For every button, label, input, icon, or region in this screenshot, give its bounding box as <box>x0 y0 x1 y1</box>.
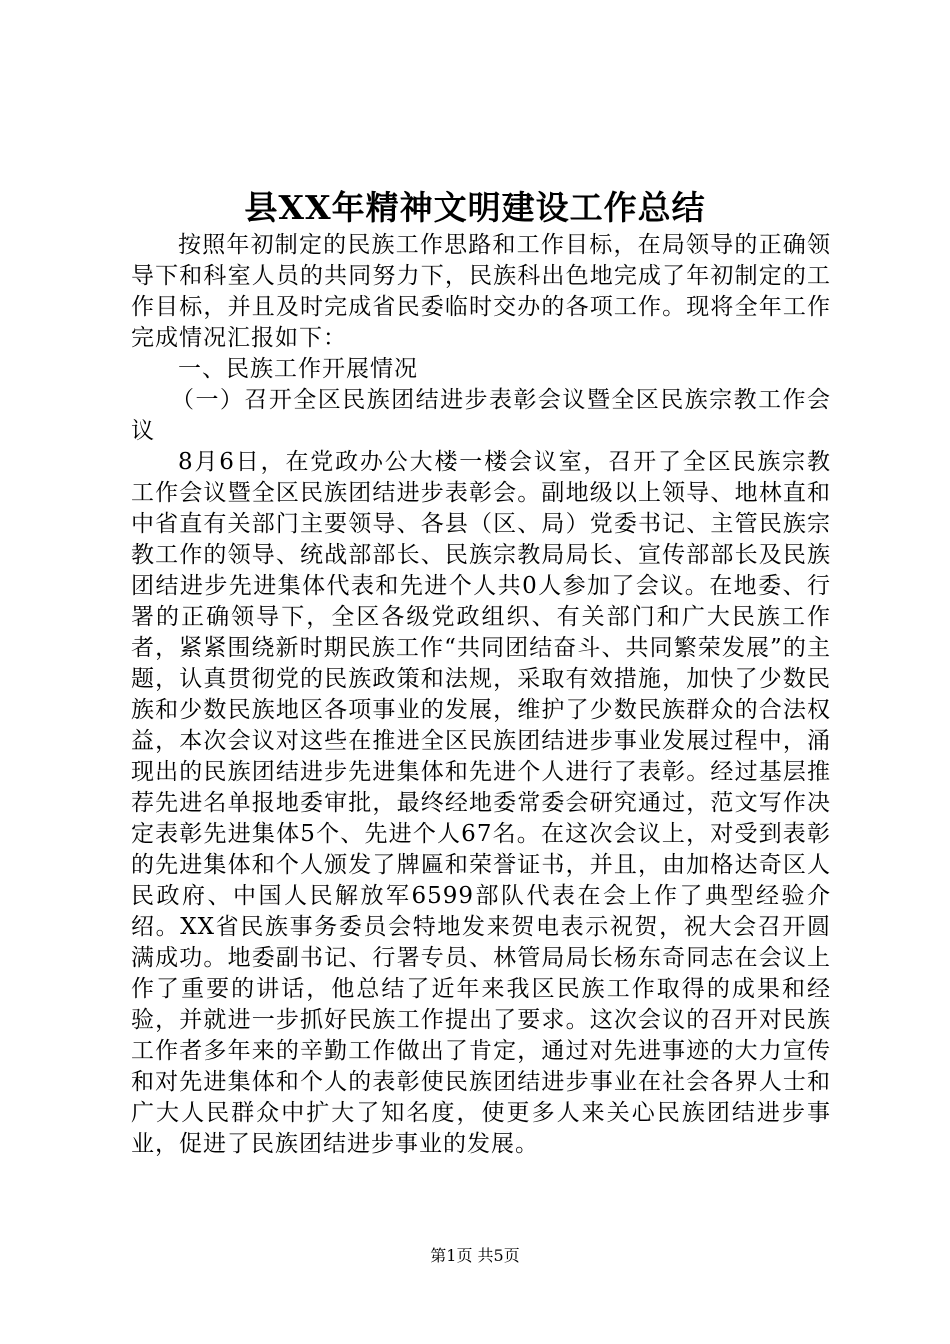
intro-paragraph: 按照年初制定的民族工作思路和工作目标，在局领导的正确领导下和科室人员的共同努力下，民族科出色地完成了年初制定的工作目标，并且及时完成省民委临时交办的各项工作。现将全年工作完成情况汇报如下： <box>131 232 831 351</box>
subsection-heading: （一）召开全区民族团结进步表彰会议暨全区民族宗教工作会议 <box>131 387 831 444</box>
body-paragraph: 8月6日，在党政办公大楼一楼会议室，召开了全区民族宗教工作会议暨全区民族团结进步表彰会。副地级以上领导、地林直和中省直有关部门主要领导、各县（区、局）党委书记、主管民族宗教工作的领导、统战部部长、民族宗教局局长、宣传部部长及民族团结进步先进集体代表和先进个人共0人参加了会议。在地委、行署的正确领导下，全区各级党政组织、有关部门和广大民族工作者，紧紧围绕新时期民族工作“共同团结奋斗、共同繁荣发展”的主题，认真贯彻党的民族政策和法规，采取有效措施，加快了少数民族和少数民族地区各项事业的发展，维护了少数民族群众的合法权益，本次会议对这些在推进全区民族团结进步事业发展过程中，涌现出的民族团结进步先进集体和先进个人进行了表彰。经过基层推荐先进名单报地委审批，最终经地委常委会研究通过，范文写作决定表彰先进集体5个、先进个人67名。在这次会议上，对受到表彰的先进集体和个人颁发了牌匾和荣誉证书，并且，由加格达奇区人民政府、中国人民解放军6599部队代表在会上作了典型经验介绍。XX省民族事务委员会特地发来贺电表示祝贺，祝大会召开圆满成功。地委副书记、行署专员、林管局局长杨东奇同志在会议上作了重要的讲话，他总结了近年来我区民族工作取得的成果和经验，并就进一步抓好民族工作提出了要求。这次会议的召开对民族工作者多年来的辛勤工作做出了肯定，通过对先进事迹的大力宣传和对先进集体和个人的表彰使民族团结进步事业在社会各界人士和广大人民群众中扩大了知名度，使更多人来关心民族团结进步事业，促进了民族团结进步事业的发展。 <box>131 449 831 1157</box>
document-title: 县XX年精神文明建设工作总结 <box>244 188 706 227</box>
section-heading: 一、民族工作开展情况 <box>178 356 418 382</box>
document-body <box>131 230 831 1160</box>
page-footer: 第1页 共5页 <box>430 1246 520 1265</box>
